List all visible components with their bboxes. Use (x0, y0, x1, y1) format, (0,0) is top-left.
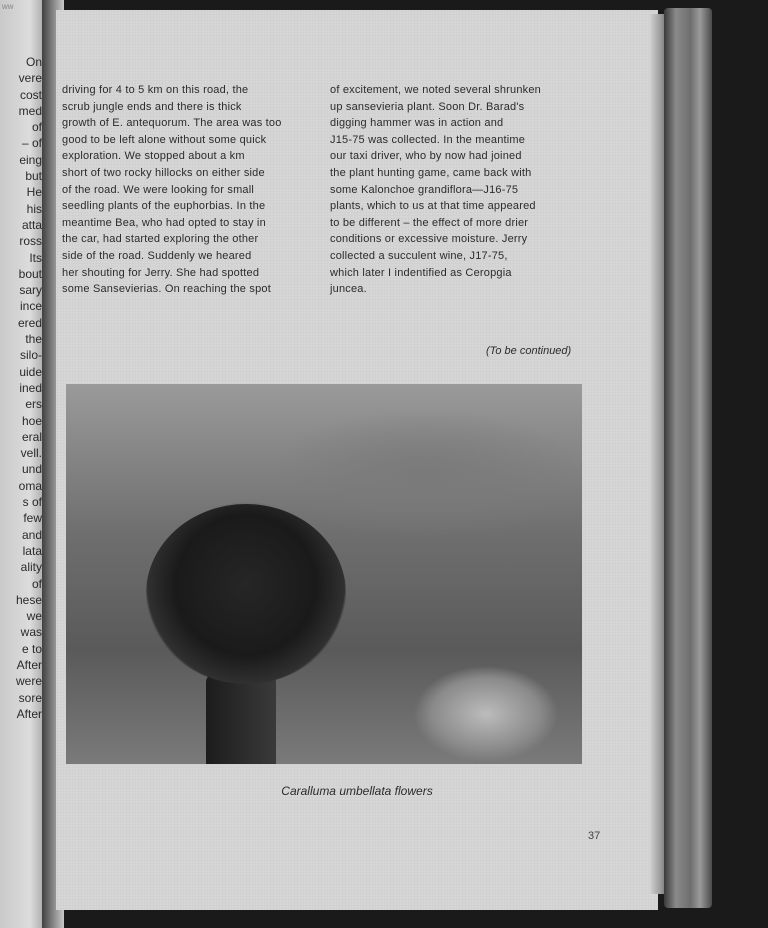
facing-page-line: the (25, 332, 42, 347)
facing-page-line: After (16, 657, 42, 672)
facing-page-line: of (31, 576, 42, 591)
text-line: of the road. We were looking for small (62, 183, 255, 196)
book-page (56, 10, 658, 910)
text-line: good to be left alone without some quick (62, 133, 267, 146)
text-line: meantime Bea, who had opted to stay in (62, 216, 266, 229)
photo-flower-cluster (146, 504, 346, 684)
text-line: side of the road. Suddenly we heared (62, 249, 252, 262)
text-line: the plant hunting game, came back with (330, 166, 532, 179)
text-column-left (62, 82, 312, 298)
facing-page-line: vell. (20, 446, 42, 461)
text-line: some Sansevierias. On reaching the spot (62, 283, 271, 296)
facing-page-line: cost (19, 87, 42, 102)
facing-page-line: ers (25, 397, 42, 412)
page-number: 37 (588, 830, 601, 842)
facing-page-line: und (21, 462, 42, 477)
facing-page-line: of (31, 120, 42, 135)
text-line: our taxi driver, who by now had joined (330, 150, 522, 163)
facing-page-line: ined (19, 380, 42, 395)
text-line: conditions or excessive moisture. Jerry (330, 233, 528, 246)
text-line: growth of E. antequorum. The area was too (62, 117, 282, 130)
facing-page-line: eral (21, 429, 42, 444)
corner-mark: ww (2, 2, 14, 11)
text-line: driving for 4 to 5 km on this road, the (62, 84, 249, 96)
facing-page-line: hese (15, 592, 42, 607)
photo-stem-shadow (206, 674, 276, 764)
facing-page-text (16, 54, 42, 722)
continued-note: (To be continued) (486, 345, 572, 357)
facing-page-line: we (26, 609, 42, 624)
facing-page-line: oma (18, 478, 42, 493)
facing-page-line: After (16, 706, 42, 721)
facing-page-line: ross (19, 234, 42, 249)
text-column-right (330, 82, 580, 298)
text-line: to be different – the effect of more drier (330, 216, 529, 229)
text-line: which later I indentified as Ceropgia (330, 266, 512, 279)
facing-page-line: e to (21, 641, 42, 656)
facing-page-line: atta (21, 217, 42, 232)
facing-page-line: his (26, 201, 42, 216)
text-line: scrub jungle ends and there is thick (62, 100, 242, 113)
facing-page-line: but (25, 169, 42, 184)
text-line: seedling plants of the euphorbias. In the (62, 200, 266, 213)
text-line: plants, which to us at that time appeared (330, 200, 536, 213)
text-line: short of two rocky hillocks on either side (62, 166, 265, 179)
text-line: J15-75 was collected. In the meantime (330, 133, 526, 146)
book-binding (664, 8, 712, 908)
facing-page-line: lata (22, 543, 42, 558)
facing-page-line: Its (29, 250, 42, 265)
facing-page-line: silo- (19, 348, 42, 363)
text-line: juncea. (330, 283, 367, 296)
facing-page-line: – of (21, 136, 42, 151)
text-line: her shouting for Jerry. She had spotted (62, 266, 260, 279)
facing-page-line: hoe (21, 413, 42, 428)
text-line: of excitement, we noted several shrunken (330, 84, 542, 96)
facing-page-line: eing (19, 152, 42, 167)
photo-caption: Caralluma umbellata flowers (281, 784, 433, 798)
text-line: the car, had started exploring the other (62, 233, 259, 246)
text-line: some Kalonchoe grandiflora—J16-75 (330, 183, 519, 196)
flower-photograph (66, 384, 582, 764)
facing-page-line: ince (19, 299, 42, 314)
facing-page-line: was (20, 625, 42, 640)
facing-page-line: On (25, 55, 42, 69)
facing-page-line: He (26, 185, 42, 200)
text-line: collected a succulent wine, J17-75, (330, 249, 508, 262)
facing-page-line: vere (18, 71, 42, 86)
text-line: exploration. We stopped about a km (62, 150, 245, 163)
facing-page-line: sore (18, 690, 42, 705)
facing-page-line: ered (17, 315, 42, 330)
text-line: up sansevieria plant. Soon Dr. Barad's (330, 100, 525, 113)
facing-page-line: s of (22, 495, 42, 510)
facing-page-line: med (18, 103, 42, 118)
facing-page-line: and (21, 527, 42, 542)
facing-page-line: bout (18, 266, 42, 281)
text-line: digging hammer was in action and (330, 117, 504, 130)
facing-page-line: few (23, 511, 42, 526)
facing-page-line: ality (20, 560, 42, 575)
facing-page-line: were (15, 674, 42, 689)
facing-page-line: sary (19, 283, 42, 298)
facing-page-line: uide (19, 364, 42, 379)
